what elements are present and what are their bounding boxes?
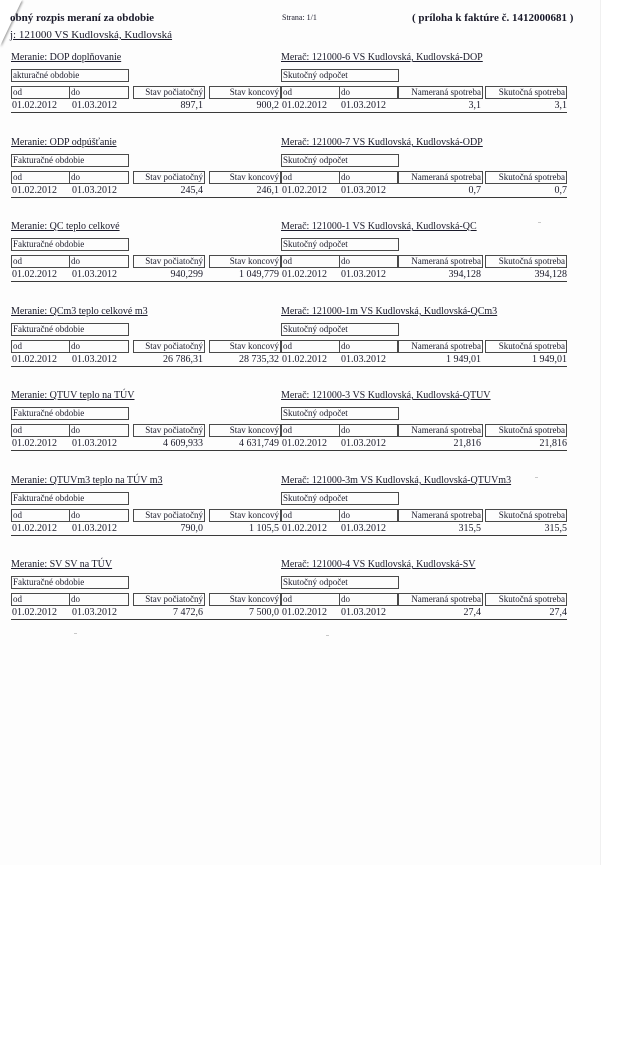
start-state-label: Stav počiatočný: [133, 86, 205, 99]
billing-period-header: Fakturačné obdobie: [11, 576, 129, 589]
start-state-value: 7 472,6: [173, 607, 203, 618]
actual-reading-header: Skutočný odpočet: [281, 323, 399, 336]
measurement-block: [11, 52, 567, 122]
reading-from-value: 01.02.2012: [282, 523, 327, 534]
end-state-label: Stav koncový: [209, 340, 281, 353]
start-state-value: 897,1: [180, 100, 203, 111]
measured-consumption-label: Nameraná spotreba: [398, 509, 483, 522]
measured-consumption-label: Nameraná spotreba: [398, 424, 483, 437]
reading-from-label: od: [281, 86, 340, 99]
page-number: Strana: 1/1: [282, 13, 317, 22]
end-state-label: Stav koncový: [209, 171, 281, 184]
measured-consumption-value: 1 949,01: [446, 354, 481, 365]
measurement-title: Meranie: QCm3 teplo celkové m3: [11, 306, 148, 317]
period-from-label: od: [11, 255, 70, 268]
scan-mark: [538, 222, 541, 223]
measurement-title: Meranie: QTUV teplo na TÚV: [11, 390, 135, 401]
meter-title: Merač: 121000-1m VS Kudlovská, Kudlovská-QCm3: [281, 306, 498, 317]
period-from-value: 01.02.2012: [12, 438, 57, 449]
start-state-value: 245,4: [180, 185, 203, 196]
page-subtitle: j: 121000 VS Kudlovská, Kudlovská: [10, 29, 173, 41]
start-state-value: 26 786,31: [163, 354, 203, 365]
measured-consumption-value: 394,128: [448, 269, 481, 280]
period-to-label: do: [69, 86, 129, 99]
measurement-title: Meranie: DOP doplňovanie: [11, 52, 122, 63]
actual-consumption-value: 21,816: [539, 438, 567, 449]
measured-consumption-value: 315,5: [458, 523, 481, 534]
reading-to-value: 01.03.2012: [341, 100, 386, 111]
billing-period-header: akturačné obdobie: [11, 69, 129, 82]
measured-consumption-label: Nameraná spotreba: [398, 593, 483, 606]
measurement-title: Meranie: QC teplo celkové: [11, 221, 120, 232]
actual-consumption-label: Skutočná spotreba: [485, 509, 567, 522]
start-state-label: Stav počiatočný: [133, 171, 205, 184]
end-state-value: 28 735,32: [239, 354, 279, 365]
end-state-value: 7 500,0: [249, 607, 279, 618]
reading-from-value: 01.02.2012: [282, 607, 327, 618]
billing-period-header: Fakturačné obdobie: [11, 407, 129, 420]
data-row: [11, 437, 567, 451]
reading-to-value: 01.03.2012: [341, 354, 386, 365]
reading-from-label: od: [281, 171, 340, 184]
period-to-value: 01.03.2012: [72, 269, 117, 280]
measured-consumption-label: Nameraná spotreba: [398, 86, 483, 99]
actual-consumption-value: 3,1: [554, 100, 567, 111]
billing-period-header: Fakturačné obdobie: [11, 238, 129, 251]
data-row: [11, 522, 567, 536]
period-from-value: 01.02.2012: [12, 100, 57, 111]
measurement-block: [11, 221, 567, 291]
period-to-label: do: [69, 255, 129, 268]
data-row: [11, 606, 567, 620]
measurement-title: Meranie: SV SV na TÚV: [11, 559, 113, 570]
actual-consumption-label: Skutočná spotreba: [485, 424, 567, 437]
period-from-value: 01.02.2012: [12, 185, 57, 196]
meter-title: Merač: 121000-4 VS Kudlovská, Kudlovská-SV: [281, 559, 476, 570]
period-to-value: 01.03.2012: [72, 100, 117, 111]
end-state-value: 1 105,5: [249, 523, 279, 534]
reading-from-value: 01.02.2012: [282, 354, 327, 365]
measurement-title: Meranie: ODP odpúšťanie: [11, 137, 117, 148]
period-from-label: od: [11, 171, 70, 184]
period-to-label: do: [69, 171, 129, 184]
period-to-value: 01.03.2012: [72, 354, 117, 365]
actual-consumption-label: Skutočná spotreba: [485, 86, 567, 99]
measured-consumption-label: Nameraná spotreba: [398, 255, 483, 268]
meter-title: Merač: 121000-6 VS Kudlovská, Kudlovská-DOP: [281, 52, 483, 63]
measured-consumption-value: 3,1: [468, 100, 481, 111]
reading-from-label: od: [281, 340, 340, 353]
end-state-value: 1 049,779: [239, 269, 279, 280]
scan-mark: [326, 635, 329, 636]
start-state-value: 4 609,933: [163, 438, 203, 449]
meter-title: Merač: 121000-1 VS Kudlovská, Kudlovská-QC: [281, 221, 477, 232]
end-state-label: Stav koncový: [209, 593, 281, 606]
period-to-value: 01.03.2012: [72, 185, 117, 196]
actual-consumption-value: 27,4: [549, 607, 567, 618]
meter-title: Merač: 121000-7 VS Kudlovská, Kudlovská-ODP: [281, 137, 483, 148]
reading-to-value: 01.03.2012: [341, 607, 386, 618]
end-state-label: Stav koncový: [209, 424, 281, 437]
data-row: [11, 353, 567, 367]
period-to-value: 01.03.2012: [72, 438, 117, 449]
start-state-label: Stav počiatočný: [133, 509, 205, 522]
period-to-label: do: [69, 424, 129, 437]
reading-from-value: 01.02.2012: [282, 100, 327, 111]
period-to-value: 01.03.2012: [72, 523, 117, 534]
reading-to-label: do: [339, 340, 398, 353]
period-from-value: 01.02.2012: [12, 269, 57, 280]
measurement-block: [11, 559, 567, 629]
period-from-label: od: [11, 509, 70, 522]
actual-consumption-value: 0,7: [554, 185, 567, 196]
actual-consumption-label: Skutočná spotreba: [485, 340, 567, 353]
reading-from-value: 01.02.2012: [282, 269, 327, 280]
page-title: obný rozpis meraní za obdobie: [10, 12, 155, 24]
data-row: [11, 99, 567, 113]
meter-title: Merač: 121000-3m VS Kudlovská, Kudlovská-QTUVm3: [281, 475, 512, 486]
reading-from-label: od: [281, 509, 340, 522]
period-from-label: od: [11, 86, 70, 99]
reading-to-value: 01.03.2012: [341, 185, 386, 196]
end-state-label: Stav koncový: [209, 86, 281, 99]
actual-consumption-value: 315,5: [544, 523, 567, 534]
meter-title: Merač: 121000-3 VS Kudlovská, Kudlovská-QTUV: [281, 390, 491, 401]
reading-from-label: od: [281, 424, 340, 437]
measured-consumption-value: 21,816: [453, 438, 481, 449]
end-state-label: Stav koncový: [209, 255, 281, 268]
reading-from-label: od: [281, 593, 340, 606]
reading-from-label: od: [281, 255, 340, 268]
reading-to-label: do: [339, 593, 398, 606]
actual-consumption-label: Skutočná spotreba: [485, 255, 567, 268]
period-from-label: od: [11, 593, 70, 606]
measurement-title: Meranie: QTUVm3 teplo na TÚV m3: [11, 475, 163, 486]
scan-mark: [74, 633, 77, 634]
actual-consumption-label: Skutočná spotreba: [485, 171, 567, 184]
measurement-block: [11, 137, 567, 207]
reading-to-label: do: [339, 255, 398, 268]
reading-from-value: 01.02.2012: [282, 185, 327, 196]
start-state-label: Stav počiatočný: [133, 340, 205, 353]
scan-mark: [535, 477, 538, 478]
actual-reading-header: Skutočný odpočet: [281, 576, 399, 589]
period-from-value: 01.02.2012: [12, 523, 57, 534]
end-state-value: 900,2: [256, 100, 279, 111]
period-to-label: do: [69, 340, 129, 353]
actual-consumption-label: Skutočná spotreba: [485, 593, 567, 606]
start-state-value: 790,0: [180, 523, 203, 534]
reading-to-label: do: [339, 86, 398, 99]
actual-reading-header: Skutočný odpočet: [281, 154, 399, 167]
invoice-reference: ( príloha k faktúre č. 1412000681 ): [412, 12, 574, 24]
start-state-label: Stav počiatočný: [133, 424, 205, 437]
measured-consumption-label: Nameraná spotreba: [398, 340, 483, 353]
reading-to-value: 01.03.2012: [341, 269, 386, 280]
reading-to-label: do: [339, 509, 398, 522]
end-state-label: Stav koncový: [209, 509, 281, 522]
actual-consumption-value: 394,128: [534, 269, 567, 280]
measured-consumption-value: 0,7: [468, 185, 481, 196]
billing-period-header: Fakturačné obdobie: [11, 154, 129, 167]
measurement-block: [11, 475, 567, 545]
period-from-label: od: [11, 424, 70, 437]
period-to-label: do: [69, 509, 129, 522]
period-from-value: 01.02.2012: [12, 607, 57, 618]
reading-to-value: 01.03.2012: [341, 523, 386, 534]
period-from-value: 01.02.2012: [12, 354, 57, 365]
start-state-label: Stav počiatočný: [133, 255, 205, 268]
period-to-label: do: [69, 593, 129, 606]
end-state-value: 4 631,749: [239, 438, 279, 449]
end-state-value: 246,1: [256, 185, 279, 196]
actual-consumption-value: 1 949,01: [532, 354, 567, 365]
billing-period-header: Fakturačné obdobie: [11, 323, 129, 336]
actual-reading-header: Skutočný odpočet: [281, 238, 399, 251]
measurement-block: [11, 306, 567, 376]
measured-consumption-label: Nameraná spotreba: [398, 171, 483, 184]
billing-period-header: Fakturačné obdobie: [11, 492, 129, 505]
start-state-value: 940,299: [170, 269, 203, 280]
measurement-block: [11, 390, 567, 460]
measured-consumption-value: 27,4: [463, 607, 481, 618]
reading-to-label: do: [339, 171, 398, 184]
actual-reading-header: Skutočný odpočet: [281, 69, 399, 82]
actual-reading-header: Skutočný odpočet: [281, 407, 399, 420]
actual-reading-header: Skutočný odpočet: [281, 492, 399, 505]
reading-to-value: 01.03.2012: [341, 438, 386, 449]
data-row: [11, 184, 567, 198]
period-to-value: 01.03.2012: [72, 607, 117, 618]
reading-from-value: 01.02.2012: [282, 438, 327, 449]
period-from-label: od: [11, 340, 70, 353]
data-row: [11, 268, 567, 282]
reading-to-label: do: [339, 424, 398, 437]
start-state-label: Stav počiatočný: [133, 593, 205, 606]
